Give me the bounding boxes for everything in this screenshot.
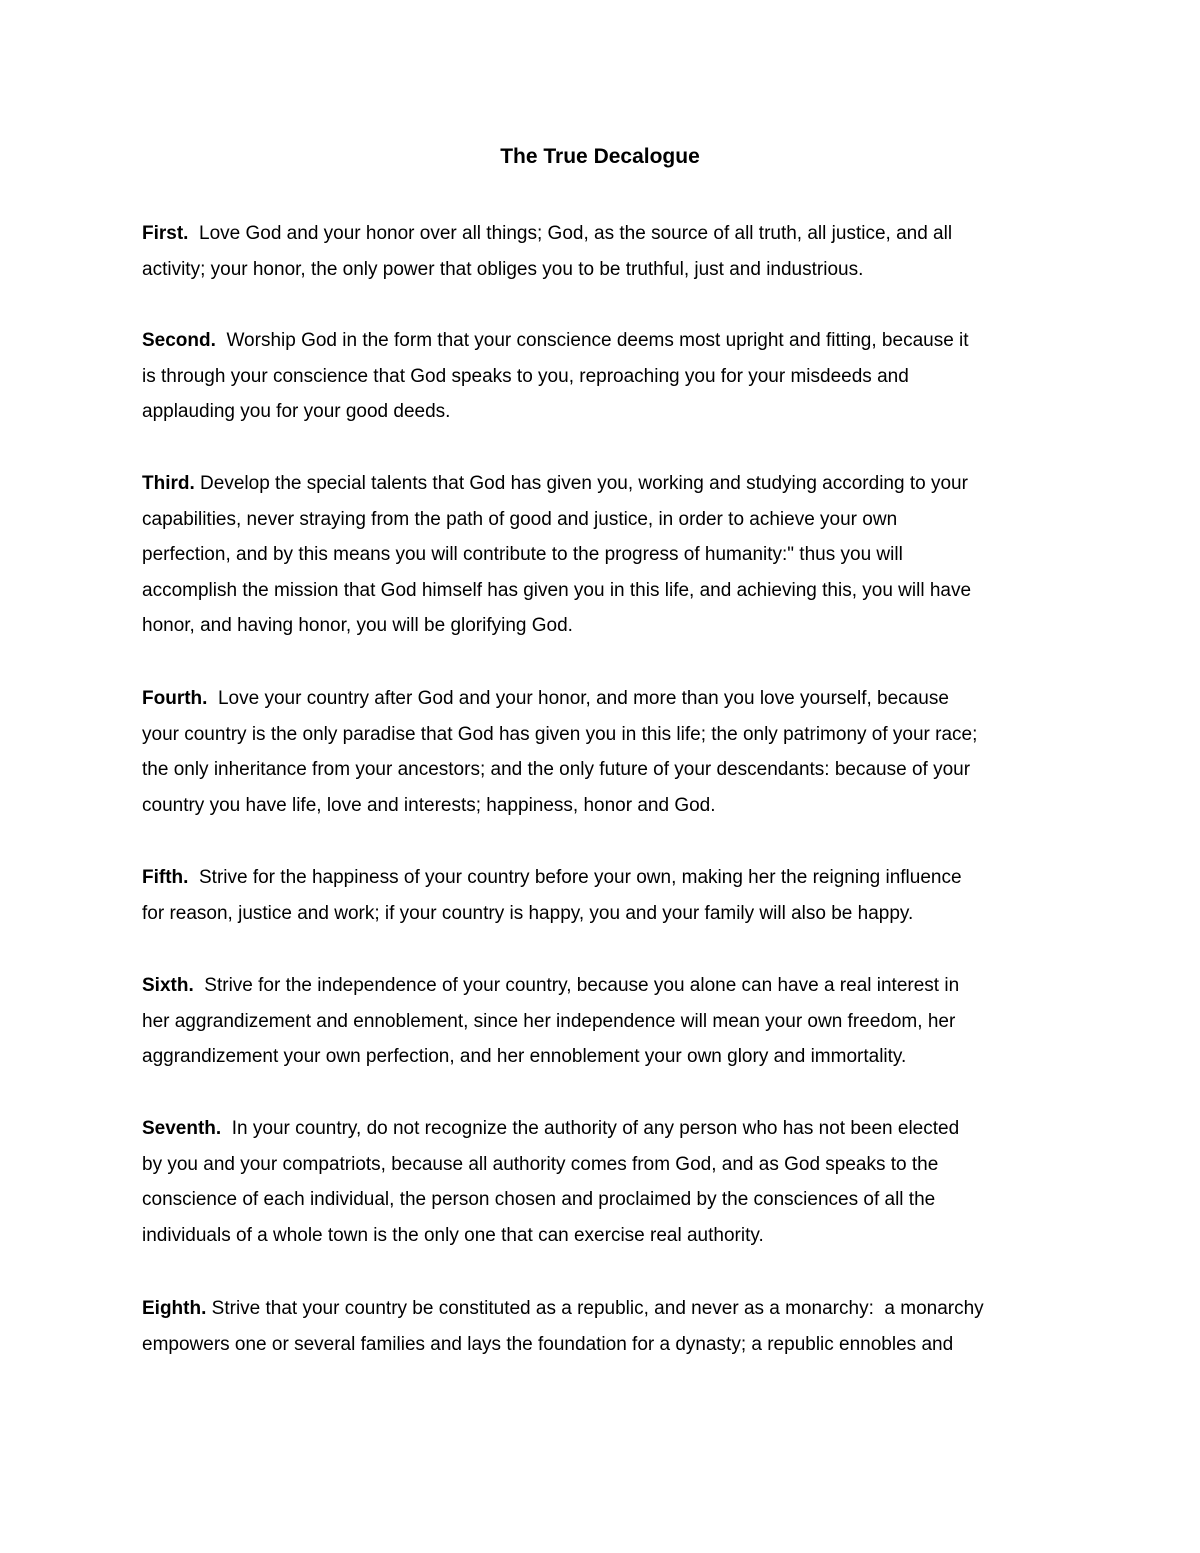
paragraph-line (142, 968, 1067, 1004)
paragraph-label: Eighth. (142, 1298, 207, 1319)
paragraph-line: honor, and having honor, you will be glorifying God. (142, 615, 573, 636)
paragraph-text: Develop the special talents that God has given you, working and studying according to your (194, 473, 968, 494)
paragraph-eighth (142, 1291, 1067, 1362)
paragraph-sixth (142, 968, 1067, 1075)
paragraph-line: for reason, justice and work; if your country is happy, you and your family will also be happy. (142, 902, 914, 924)
paragraph-line: is through your conscience that God speaks to you, reproaching you for your misdeeds and (142, 365, 909, 387)
paragraph-text: Strive for the independence of your country, because you alone can have a real interest in (193, 975, 960, 996)
paragraph-seventh (142, 1111, 1067, 1253)
paragraph-fifth (142, 860, 1067, 931)
paragraph-label: Fourth. (142, 688, 208, 709)
document-title: The True Decalogue (500, 145, 700, 168)
paragraph-line: empowers one or several families and lays the foundation for a dynasty; a republic ennobles and (142, 1333, 954, 1355)
paragraph-text: In your country, do not recognize the authority of any person who has not been elected (221, 1118, 960, 1139)
paragraph-line (142, 323, 1067, 359)
paragraph-line: individuals of a whole town is the only one that can exercise real authority. (142, 1224, 764, 1246)
paragraph-line: activity; your honor, the only power that obliges you to be truthful, just and industrious. (142, 258, 864, 280)
paragraph-line: perfection, and by this means you will contribute to the progress of humanity:" thus you will (142, 544, 903, 565)
paragraph-line (142, 860, 1067, 896)
paragraph-text: Strive for the happiness of your country before your own, making her the reigning influence (188, 867, 962, 888)
paragraph-first (142, 216, 1067, 287)
paragraph-line: conscience of each individual, the person chosen and proclaimed by the consciences of all the (142, 1189, 936, 1210)
paragraph-line: your country is the only paradise that God has given you in this life; the only patrimony of your race; (142, 723, 978, 745)
paragraph-line: her aggrandizement and ennoblement, since her independence will mean your own freedom, her (142, 1010, 956, 1032)
paragraph-second (142, 323, 1067, 430)
paragraph-label: Second. (142, 330, 216, 351)
paragraph-fourth (142, 681, 1067, 823)
paragraph-line: country you have life, love and interests; happiness, honor and God. (142, 794, 716, 816)
paragraph-text: Love your country after God and your honor, and more than you love yourself, because (207, 688, 949, 709)
paragraph-label: Third. (142, 473, 195, 494)
paragraph-line: the only inheritance from your ancestors; and the only future of your descendants: because of your (142, 759, 971, 780)
paragraph-text: Love God and your honor over all things; God, as the source of all truth, all justice, and all (188, 223, 953, 244)
paragraph-line: aggrandizement your own perfection, and her ennoblement your own glory and immortality. (142, 1046, 907, 1067)
paragraph-label: First. (142, 223, 189, 244)
paragraph-line: by you and your compatriots, because all authority comes from God, and as God speaks to the (142, 1153, 939, 1175)
paragraph-line: applauding you for your good deeds. (142, 401, 451, 422)
paragraph-text: Worship God in the form that your conscience deems most upright and fitting, because it (215, 330, 969, 351)
paragraph-line: accomplish the mission that God himself has given you in this life, and achieving this, you will have (142, 579, 972, 601)
paragraph-third (142, 466, 1067, 644)
paragraph-label: Sixth. (142, 975, 194, 996)
paragraph-line (142, 466, 1067, 502)
paragraph-text: Strive that your country be constituted as a republic, and never as a monarchy: a monarchy (206, 1298, 984, 1319)
paragraph-line (142, 216, 1067, 252)
paragraph-line (142, 1291, 1067, 1327)
paragraph-label: Seventh. (142, 1118, 222, 1139)
paragraph-label: Fifth. (142, 867, 189, 888)
paragraph-line (142, 681, 1067, 717)
paragraph-line: capabilities, never straying from the path of good and justice, in order to achieve your own (142, 508, 898, 530)
paragraph-line (142, 1111, 1067, 1147)
